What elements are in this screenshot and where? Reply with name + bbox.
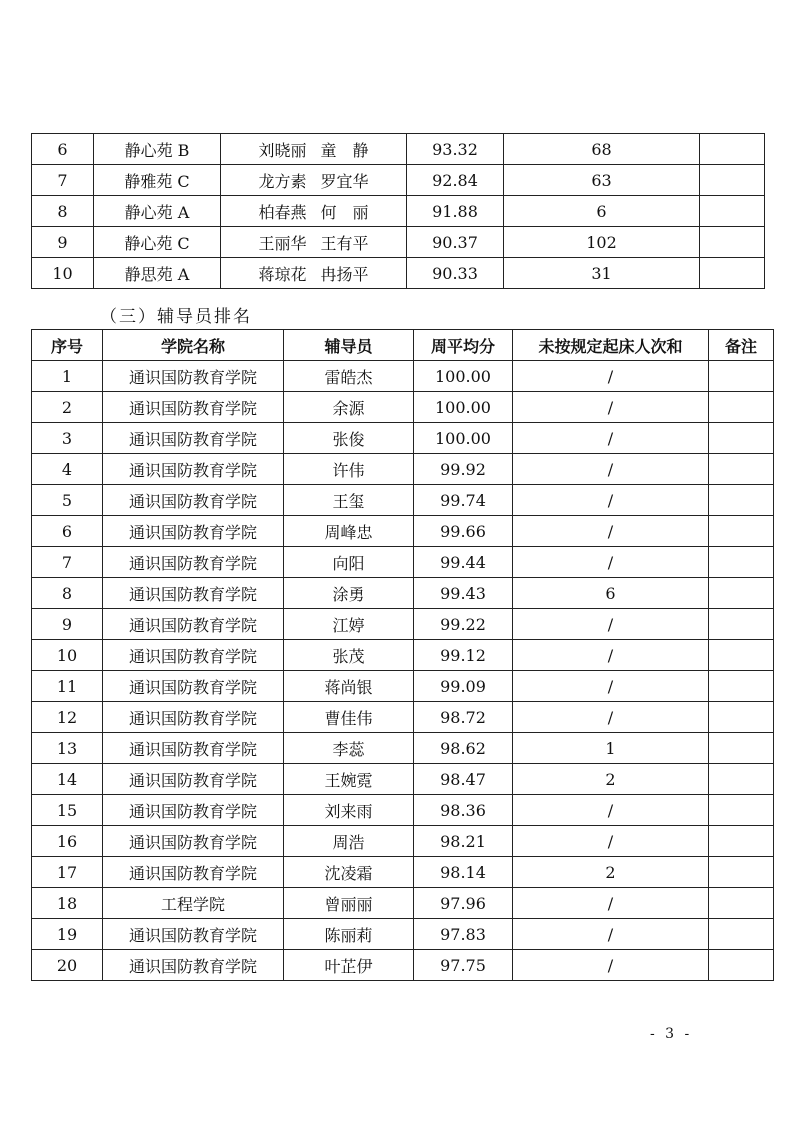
counselor-table-body — [32, 361, 774, 981]
count-cell: / — [513, 547, 709, 578]
counselor-cell: 蒋尚银 — [284, 671, 414, 702]
score-cell: 90.37 — [407, 227, 504, 258]
manager-name: 龙方素 — [258, 171, 307, 191]
score-cell: 97.75 — [414, 950, 513, 981]
note-cell — [700, 196, 765, 227]
counselor-ranking-table — [31, 329, 774, 981]
note-cell — [700, 258, 765, 289]
note-cell — [709, 609, 774, 640]
table-row — [32, 134, 765, 165]
rank-cell: 18 — [32, 888, 103, 919]
table-row — [32, 516, 774, 547]
count-cell: 2 — [513, 764, 709, 795]
table-row — [32, 764, 774, 795]
score-cell: 98.21 — [414, 826, 513, 857]
note-cell — [709, 702, 774, 733]
note-cell — [709, 640, 774, 671]
table-row — [32, 888, 774, 919]
counselor-cell: 余源 — [284, 392, 414, 423]
college-cell: 通识国防教育学院 — [103, 578, 284, 609]
table-row — [32, 547, 774, 578]
table-row — [32, 826, 774, 857]
score-cell: 99.66 — [414, 516, 513, 547]
count-cell: / — [513, 919, 709, 950]
college-cell: 通识国防教育学院 — [103, 733, 284, 764]
rank-cell: 7 — [32, 165, 94, 196]
score-cell: 91.88 — [407, 196, 504, 227]
counselor-cell: 周峰忠 — [284, 516, 414, 547]
rank-cell: 4 — [32, 454, 103, 485]
rank-cell: 2 — [32, 392, 103, 423]
counselor-cell: 向阳 — [284, 547, 414, 578]
note-cell — [709, 578, 774, 609]
manager-name: 罗宜华 — [320, 171, 369, 191]
counselor-cell: 沈凌霜 — [284, 857, 414, 888]
count-cell: / — [513, 795, 709, 826]
count-cell: / — [513, 888, 709, 919]
college-cell: 通识国防教育学院 — [103, 423, 284, 454]
counselor-cell: 刘来雨 — [284, 795, 414, 826]
score-cell: 93.32 — [407, 134, 504, 165]
count-cell: 31 — [504, 258, 700, 289]
counselor-cell: 叶芷伊 — [284, 950, 414, 981]
score-cell: 97.96 — [414, 888, 513, 919]
managers-cell — [221, 134, 407, 165]
note-header: 备注 — [709, 330, 774, 361]
note-cell — [700, 227, 765, 258]
rank-header: 序号 — [32, 330, 103, 361]
note-cell — [700, 165, 765, 196]
college-cell: 通识国防教育学院 — [103, 547, 284, 578]
note-cell — [709, 516, 774, 547]
rank-cell: 7 — [32, 547, 103, 578]
college-cell: 通识国防教育学院 — [103, 485, 284, 516]
note-cell — [709, 485, 774, 516]
manager-name: 童 静 — [320, 140, 369, 160]
note-cell — [709, 361, 774, 392]
count-cell: / — [513, 454, 709, 485]
count-cell: / — [513, 826, 709, 857]
table-row — [32, 454, 774, 485]
rank-cell: 10 — [32, 258, 94, 289]
manager-name: 刘晓丽 — [258, 140, 307, 160]
score-cell: 90.33 — [407, 258, 504, 289]
count-cell: 68 — [504, 134, 700, 165]
rank-cell: 6 — [32, 134, 94, 165]
table-row — [32, 733, 774, 764]
rank-cell: 1 — [32, 361, 103, 392]
note-cell — [709, 733, 774, 764]
college-cell: 通识国防教育学院 — [103, 702, 284, 733]
table-row — [32, 640, 774, 671]
rank-cell: 16 — [32, 826, 103, 857]
college-header: 学院名称 — [103, 330, 284, 361]
college-cell: 通识国防教育学院 — [103, 950, 284, 981]
table-row — [32, 258, 765, 289]
counselor-cell: 陈丽莉 — [284, 919, 414, 950]
rank-cell: 8 — [32, 196, 94, 227]
page-number: - 3 - — [650, 1026, 693, 1042]
counselor-header: 辅导员 — [284, 330, 414, 361]
count-cell: / — [513, 671, 709, 702]
manager-name: 冉扬平 — [320, 264, 369, 284]
managers-cell — [221, 227, 407, 258]
counselor-cell: 曹佳伟 — [284, 702, 414, 733]
table-row — [32, 950, 774, 981]
counselor-cell: 涂勇 — [284, 578, 414, 609]
rank-cell: 20 — [32, 950, 103, 981]
note-cell — [709, 795, 774, 826]
table-row — [32, 361, 774, 392]
college-cell: 通识国防教育学院 — [103, 826, 284, 857]
dorm-manager-ranking-table — [31, 133, 765, 289]
count-cell: / — [513, 640, 709, 671]
college-cell: 通识国防教育学院 — [103, 609, 284, 640]
dorm-cell: 静心苑 C — [94, 227, 221, 258]
count-cell: 6 — [513, 578, 709, 609]
score-header: 周平均分 — [414, 330, 513, 361]
note-cell — [709, 392, 774, 423]
score-cell: 99.74 — [414, 485, 513, 516]
college-cell: 通识国防教育学院 — [103, 640, 284, 671]
count-cell: / — [513, 392, 709, 423]
count-cell: / — [513, 423, 709, 454]
note-cell — [709, 950, 774, 981]
dorm-table-body — [32, 134, 765, 289]
count-cell: / — [513, 702, 709, 733]
college-cell: 工程学院 — [103, 888, 284, 919]
score-cell: 98.62 — [414, 733, 513, 764]
table-row — [32, 702, 774, 733]
score-cell: 100.00 — [414, 361, 513, 392]
table-row — [32, 485, 774, 516]
dorm-cell: 静心苑 B — [94, 134, 221, 165]
table-row — [32, 919, 774, 950]
score-cell: 99.92 — [414, 454, 513, 485]
count-cell: 63 — [504, 165, 700, 196]
dorm-cell: 静心苑 A — [94, 196, 221, 227]
score-cell: 98.14 — [414, 857, 513, 888]
count-cell: / — [513, 361, 709, 392]
manager-name: 何 丽 — [320, 202, 369, 222]
rank-cell: 5 — [32, 485, 103, 516]
score-cell: 99.44 — [414, 547, 513, 578]
college-cell: 通识国防教育学院 — [103, 764, 284, 795]
table-row — [32, 423, 774, 454]
score-cell: 98.47 — [414, 764, 513, 795]
counselor-cell: 王婉霓 — [284, 764, 414, 795]
section-title: （三）辅导员排名 — [100, 307, 252, 327]
note-cell — [709, 671, 774, 702]
note-cell — [709, 454, 774, 485]
college-cell: 通识国防教育学院 — [103, 361, 284, 392]
counselor-cell: 周浩 — [284, 826, 414, 857]
note-cell — [709, 888, 774, 919]
manager-name: 王丽华 — [258, 233, 307, 253]
count-cell: 6 — [504, 196, 700, 227]
rank-cell: 6 — [32, 516, 103, 547]
table-row — [32, 165, 765, 196]
managers-cell — [221, 258, 407, 289]
rank-cell: 12 — [32, 702, 103, 733]
counselor-cell: 张茂 — [284, 640, 414, 671]
count-cell: / — [513, 950, 709, 981]
rank-cell: 10 — [32, 640, 103, 671]
table-row — [32, 227, 765, 258]
count-cell: 102 — [504, 227, 700, 258]
rank-cell: 19 — [32, 919, 103, 950]
rank-cell: 11 — [32, 671, 103, 702]
header-row — [32, 330, 774, 361]
score-cell: 98.36 — [414, 795, 513, 826]
score-cell: 99.43 — [414, 578, 513, 609]
count-header: 未按规定起床人次和 — [513, 330, 709, 361]
counselor-cell: 王玺 — [284, 485, 414, 516]
count-cell: 1 — [513, 733, 709, 764]
note-cell — [709, 857, 774, 888]
rank-cell: 15 — [32, 795, 103, 826]
counselor-cell: 许伟 — [284, 454, 414, 485]
rank-cell: 13 — [32, 733, 103, 764]
college-cell: 通识国防教育学院 — [103, 919, 284, 950]
score-cell: 99.12 — [414, 640, 513, 671]
college-cell: 通识国防教育学院 — [103, 671, 284, 702]
manager-name: 蒋琼花 — [258, 264, 307, 284]
managers-cell — [221, 196, 407, 227]
rank-cell: 9 — [32, 609, 103, 640]
manager-name: 柏春燕 — [258, 202, 307, 222]
table-row — [32, 196, 765, 227]
count-cell: / — [513, 609, 709, 640]
counselor-cell: 雷皓杰 — [284, 361, 414, 392]
table-row — [32, 671, 774, 702]
college-cell: 通识国防教育学院 — [103, 795, 284, 826]
college-cell: 通识国防教育学院 — [103, 857, 284, 888]
rank-cell: 17 — [32, 857, 103, 888]
table-row — [32, 392, 774, 423]
note-cell — [709, 423, 774, 454]
score-cell: 98.72 — [414, 702, 513, 733]
score-cell: 100.00 — [414, 392, 513, 423]
score-cell: 99.09 — [414, 671, 513, 702]
counselor-cell: 江婷 — [284, 609, 414, 640]
table-row — [32, 857, 774, 888]
count-cell: 2 — [513, 857, 709, 888]
college-cell: 通识国防教育学院 — [103, 392, 284, 423]
score-cell: 92.84 — [407, 165, 504, 196]
counselor-cell: 张俊 — [284, 423, 414, 454]
note-cell — [709, 826, 774, 857]
managers-cell — [221, 165, 407, 196]
score-cell: 99.22 — [414, 609, 513, 640]
rank-cell: 8 — [32, 578, 103, 609]
note-cell — [709, 919, 774, 950]
manager-name: 王有平 — [320, 233, 369, 253]
counselor-cell: 李蕊 — [284, 733, 414, 764]
table-row — [32, 609, 774, 640]
rank-cell: 14 — [32, 764, 103, 795]
table-row — [32, 578, 774, 609]
college-cell: 通识国防教育学院 — [103, 516, 284, 547]
note-cell — [709, 764, 774, 795]
rank-cell: 3 — [32, 423, 103, 454]
count-cell: / — [513, 516, 709, 547]
score-cell: 97.83 — [414, 919, 513, 950]
dorm-cell: 静雅苑 C — [94, 165, 221, 196]
score-cell: 100.00 — [414, 423, 513, 454]
note-cell — [700, 134, 765, 165]
table-row — [32, 795, 774, 826]
dorm-cell: 静思苑 A — [94, 258, 221, 289]
college-cell: 通识国防教育学院 — [103, 454, 284, 485]
counselor-cell: 曾丽丽 — [284, 888, 414, 919]
count-cell: / — [513, 485, 709, 516]
rank-cell: 9 — [32, 227, 94, 258]
note-cell — [709, 547, 774, 578]
